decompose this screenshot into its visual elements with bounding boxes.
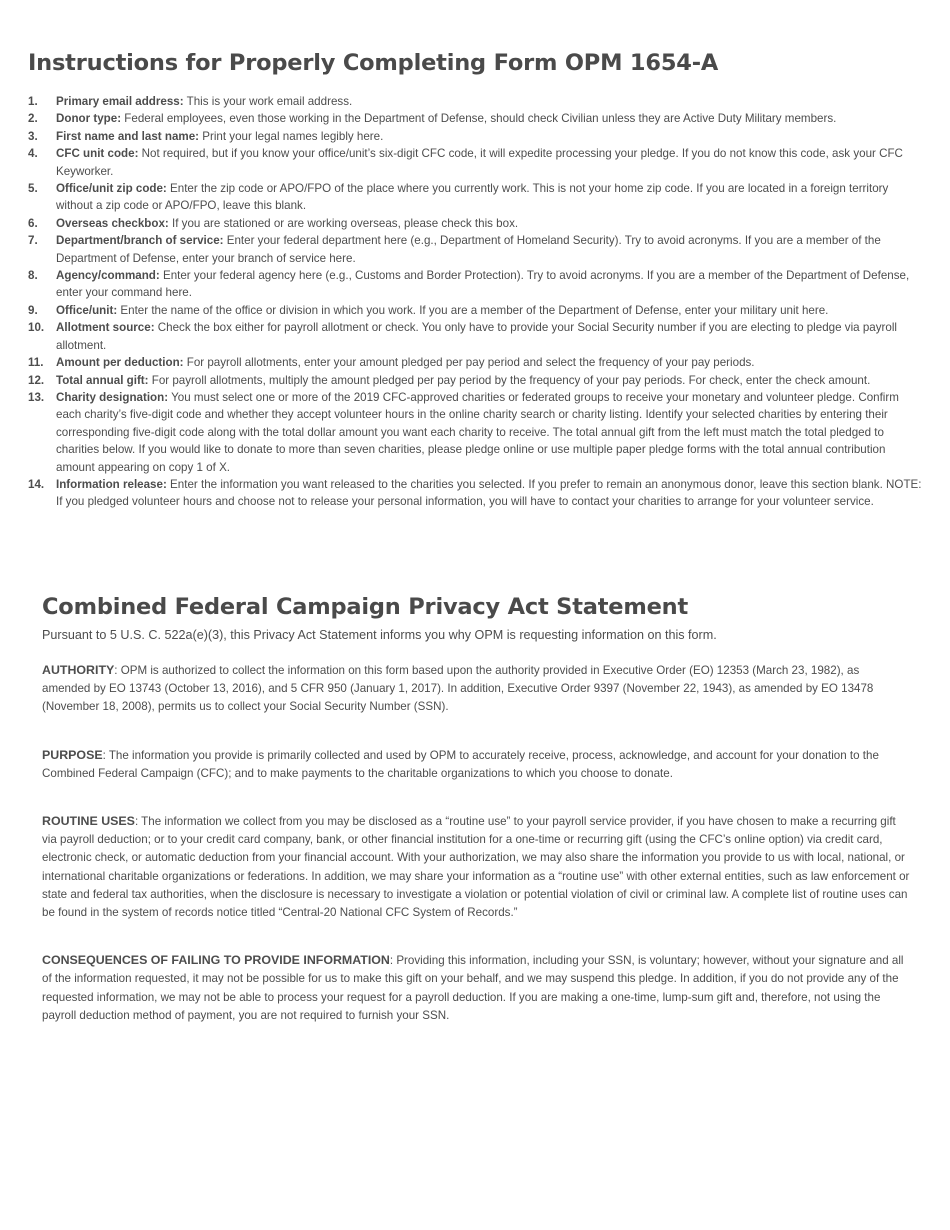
authority-text: : OPM is authorized to collect the information on this form based upon the authority provided in Executive Order (EO) 12353 (March 23, 1982), as amended by EO 13743 (October 13, 2016), and 5 CFR 950 (January 1, 2017). In addition, Executive Order 9397 (November 22, 1943), as amended by EO 13478 (November 18, 2008), permits us to collect your Social Security Number (SSN).: [42, 664, 874, 714]
item-text: [56, 372, 924, 389]
instruction-item-9: [28, 302, 924, 319]
item-text: [56, 128, 924, 145]
item-label: Overseas checkbox:: [56, 216, 169, 230]
purpose-label: PURPOSE: [42, 747, 103, 762]
item-number: 11.: [28, 356, 44, 370]
item-text: [56, 476, 924, 511]
item-body: Enter the zip code or APO/FPO of the place where you currently work. This is not your home zip code. If you are located in a foreign territory without a zip code or APO/FPO, leave this blank.: [56, 182, 889, 213]
consequences-section: [42, 951, 910, 1025]
item-body: Not required, but if you know your office/unit’s six-digit CFC code, it will expedite processing your pledge. If you do not know this code, ask your CFC Keyworker.: [56, 147, 903, 178]
consequences-text: : Providing this information, including your SSN, is voluntary; however, without your signature and all of the information requested, it may not be possible for us to make this gift on your behalf, and we may suspend this pledge. In addition, if you do not provide any of the requested information, we may not be able to process your request for a payroll deduction. If you are making a one-time, lump-sum gift and, therefore, not using the payroll deduction method of payment, you are not required to furnish your SSN.: [42, 954, 904, 1022]
item-label: Charity designation:: [56, 390, 169, 404]
item-body: Print your legal names legibly here.: [199, 129, 384, 143]
item-label: Information release:: [56, 477, 167, 491]
instruction-item-6: [28, 215, 924, 232]
item-text: [56, 110, 924, 127]
item-label: CFC unit code:: [56, 147, 139, 161]
item-text: [56, 267, 924, 302]
item-text: [56, 354, 924, 371]
instruction-item-12: [28, 372, 924, 389]
item-body: Federal employees, even those working in the Department of Defense, should check Civilian unless they are Active Duty Military members.: [121, 112, 837, 126]
item-text: [56, 145, 924, 180]
instruction-item-10: [28, 319, 924, 354]
item-body: You must select one or more of the 2019 CFC-approved charities or federated groups to receive your monetary and volunteer pledge. Confirm each charity’s five-digit code and whether they accept volunteer hours in the online charity search or charity listing. Identify your selected charities by entering their corresponding five-digit code along with the total dollar amount you want each charity to receive. The total annual gift from the left must match the total pledged to charities below. If you would like to donate to more than seven charities, please pledge online or use multiple paper pledge forms with the total annual contribution amount appearing on copy 1 of X.: [56, 390, 899, 474]
item-number: 10.: [28, 321, 45, 335]
instruction-item-8: [28, 267, 924, 302]
item-label: Amount per deduction:: [56, 356, 184, 370]
item-body: Enter the information you want released to the charities you selected. If you prefer to remain an anonymous donor, leave this section blank. NOTE: If you pledged volunteer hours and choose not to release your personal information, you will have to contact your charities to arrange for your volunteer service.: [56, 477, 922, 509]
item-number: 3.: [28, 129, 38, 143]
item-body: For payroll allotments, enter your amount pledged per pay period and select the frequency of your pay periods.: [183, 356, 755, 370]
item-number: 12.: [28, 373, 45, 387]
item-body: For payroll allotments, multiply the amount pledged per pay period by the frequency of your pay periods. For check, enter the check amount.: [148, 373, 871, 387]
item-label: Primary email address:: [56, 95, 184, 108]
item-text: [56, 93, 924, 110]
item-number: 1.: [28, 95, 38, 108]
item-label: Office/unit zip code:: [56, 182, 167, 196]
item-text: [56, 180, 924, 215]
item-label: Department/branch of service:: [56, 234, 224, 248]
item-text: [56, 319, 924, 354]
item-number: 4.: [28, 147, 38, 161]
purpose-section: [42, 746, 910, 783]
item-number: 13.: [28, 390, 45, 404]
item-label: Allotment source:: [56, 321, 155, 335]
item-body: Enter your federal agency here (e.g., Customs and Border Protection). Try to avoid acronyms. If you are a member of the Department of Defense, enter your command here.: [56, 269, 910, 300]
purpose-text: : The information you provide is primarily collected and used by OPM to accurately receive, process, acknowledge, and account for your donation to the Combined Federal Campaign (CFC); and to make payments to the charitable organizations to which you choose to donate.: [42, 748, 879, 780]
privacy-title: Combined Federal Campaign Privacy Act Statement: [42, 594, 689, 620]
item-number: 6.: [28, 216, 38, 230]
item-number: 8.: [28, 269, 38, 283]
consequences-label: CONSEQUENCES OF FAILING TO PROVIDE INFORMATION: [42, 953, 390, 968]
item-number: 7.: [28, 234, 38, 248]
item-number: 5.: [28, 182, 38, 196]
item-text: [56, 215, 924, 232]
privacy-act-statement: [42, 594, 910, 1025]
instruction-item-13: [28, 389, 924, 476]
instruction-item-14: [28, 476, 924, 511]
instruction-item-7: [28, 232, 924, 267]
item-body: This is your work email address.: [183, 95, 353, 108]
privacy-intro: Pursuant to 5 U.S. C. 522a(e)(3), this Privacy Act Statement informs you why OPM is requesting information on this form.: [42, 628, 717, 642]
item-label: Office/unit:: [56, 303, 118, 317]
item-text: [56, 302, 924, 319]
item-body: Check the box either for payroll allotment or check. You only have to provide your Social Security number if you are electing to pledge via payroll allotment.: [56, 321, 897, 352]
item-number: 14.: [28, 477, 45, 491]
routine-uses-text: : The information we collect from you may be disclosed as a “routine use” to your payroll service provider, if you have chosen to make a recurring gift via payroll deduction; or to your credit card company, bank, or other financial institution for a one-time or recurring gift (using the CFC’s online option) via credit card, electronic check, or automatic deduction from your financial account. With your authorization, we may also share the information you provide to us with local, national, or international charitable organizations or federations. In addition, we may share your information as a “routine use” with other external entities, such as law enforcement or state and federal tax authorities, when the disclosure is necessary to investigate a violation or potential violation of civil or criminal law. A complete list of routine uses can be found in the system of records notice titled “Central-20 National CFC System of Records.”: [42, 815, 910, 920]
instruction-item-5: [28, 180, 924, 215]
item-text: [56, 389, 924, 476]
routine-uses-label: ROUTINE USES: [42, 814, 135, 829]
routine-uses-section: [42, 812, 910, 922]
authority-label: AUTHORITY: [42, 663, 115, 677]
item-number: 9.: [28, 303, 38, 317]
instruction-item-2: [28, 110, 924, 127]
item-body: Enter your federal department here (e.g., Department of Homeland Security). Try to avoid acronyms. If you are a member of the Department of Defense, enter your branch of service here.: [56, 234, 881, 265]
item-body: Enter the name of the office or division in which you work. If you are a member of the Department of Defense, enter your military unit here.: [117, 303, 829, 317]
item-label: Total annual gift:: [56, 373, 149, 387]
item-number: 2.: [28, 112, 38, 126]
item-body: If you are stationed or are working overseas, please check this box.: [168, 216, 519, 230]
item-text: [56, 232, 924, 267]
item-label: Agency/command:: [56, 269, 160, 283]
page-title: Instructions for Properly Completing Form OPM 1654-A: [28, 50, 719, 76]
instruction-item-1: [28, 93, 924, 110]
instructions-list: [28, 93, 924, 511]
authority-section: [42, 661, 910, 717]
item-label: First name and last name:: [56, 129, 200, 143]
instruction-item-11: [28, 354, 924, 371]
instruction-item-4: [28, 145, 924, 180]
item-label: Donor type:: [56, 112, 122, 126]
instruction-item-3: [28, 128, 924, 145]
